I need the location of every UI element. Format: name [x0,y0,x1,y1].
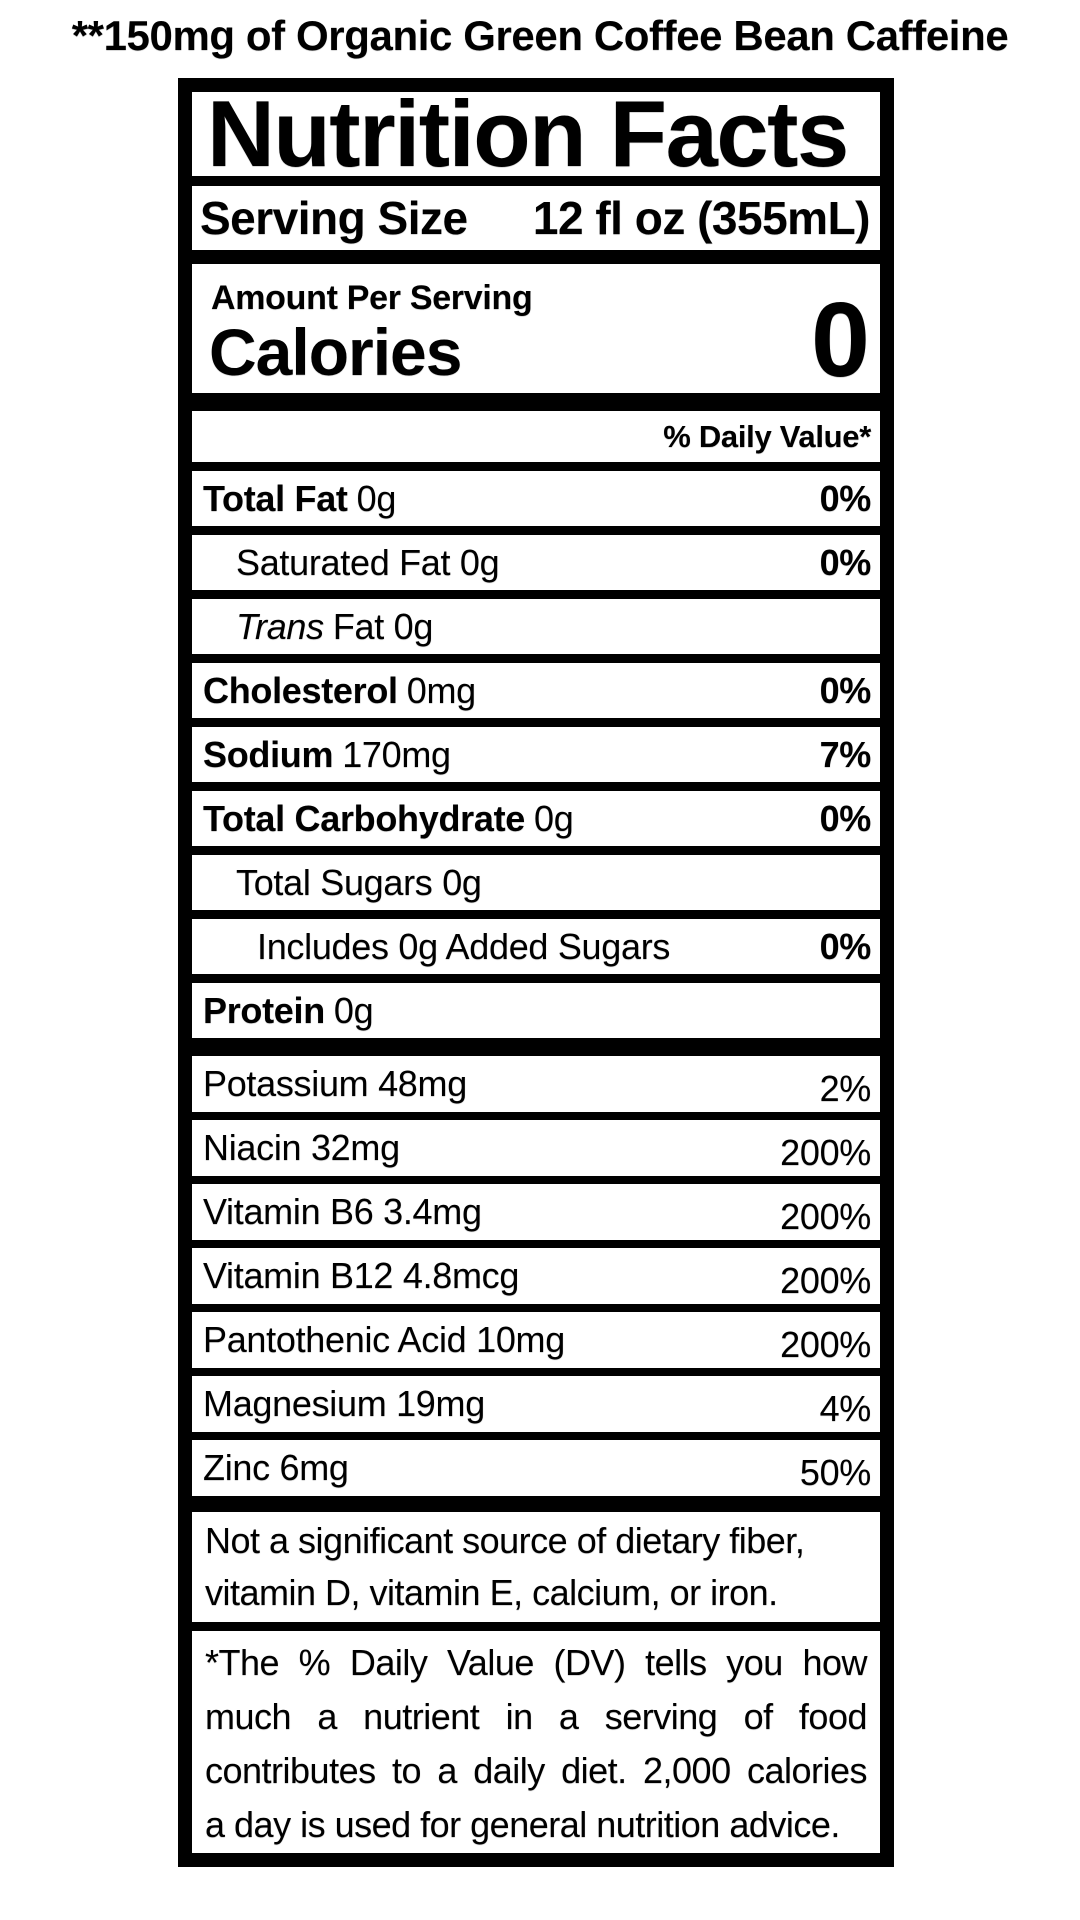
footnote-line: *The % Daily Value (DV) tells you how [205,1642,867,1683]
row-added-sugars [192,919,880,974]
nutrient-percent: 7% [819,733,871,775]
nutrient-label: Magnesium 19mg [203,1383,485,1424]
row-magnesium [192,1376,880,1432]
nutrient-label: Pantothenic Acid 10mg [203,1319,565,1360]
nutrient-label: Vitamin B6 3.4mg [203,1191,482,1232]
nutrient-label: Niacin 32mg [203,1127,400,1168]
nutrient-label: Protein 0g [203,989,374,1031]
serving-size-row [192,186,880,250]
nutrient-label: Saturated Fat 0g [236,541,500,583]
footnote-line: much a nutrient in a serving of food [205,1696,867,1737]
daily-value-header: % Daily Value* [192,411,880,462]
amount-per-serving-label: Amount Per Serving [211,279,533,317]
nutrient-percent: 0% [819,797,871,839]
caffeine-header-note: **150mg of Organic Green Coffee Bean Caffeine [71,12,1009,59]
nutrient-percent: 2% [819,1068,871,1109]
row-total-fat [192,471,880,526]
row-niacin [192,1120,880,1176]
not-significant-note [192,1512,880,1622]
row-saturated-fat [192,535,880,590]
nutrient-percent: 0% [819,477,871,519]
row-sodium [192,727,880,782]
nutrient-label: Cholesterol 0mg [203,669,476,711]
not-significant-line: Not a significant source of dietary fiber, [205,1520,805,1561]
nutrient-percent: 200% [780,1324,871,1365]
serving-size-label: Serving Size [200,192,468,244]
nutrient-label: Sodium 170mg [203,733,451,775]
nutrient-label: Includes 0g Added Sugars [257,925,671,967]
calories-value: 0 [811,281,870,400]
footnote-line: a day is used for general nutrition advice. [205,1804,840,1845]
nutrient-percent: 200% [780,1196,871,1237]
row-zinc [192,1440,880,1496]
nutrient-label: Vitamin B12 4.8mcg [203,1255,520,1296]
row-cholesterol [192,663,880,718]
row-protein [192,983,880,1038]
nutrient-label: Trans Fat 0g [236,605,434,647]
daily-value-footnote [192,1631,880,1853]
nutrient-label: Total Carbohydrate 0g [203,797,574,839]
row-total-sugars [192,855,880,910]
row-potassium [192,1056,880,1112]
nutrient-percent: 50% [799,1452,871,1493]
nutrient-label: Potassium 48mg [203,1063,467,1104]
not-significant-line: vitamin D, vitamin E, calcium, or iron. [205,1572,778,1613]
nutrient-percent: 4% [819,1388,871,1429]
row-vitamin-b6 [192,1184,880,1240]
footnote-line: contributes to a daily diet. 2,000 calories [205,1750,867,1791]
nutrition-facts-label [178,78,894,1867]
nutrient-percent: 200% [780,1132,871,1173]
row-total-carbohydrate [192,791,880,846]
calories-label: Calories [209,315,462,389]
serving-size-value: 12 fl oz (355mL) [532,192,870,244]
row-pantothenic-acid [192,1312,880,1368]
calories-row [192,264,880,400]
row-vitamin-b12 [192,1248,880,1304]
nutrient-percent: 0% [819,925,871,967]
nutrient-percent: 0% [819,669,871,711]
nutrient-label: Total Fat 0g [203,477,397,519]
row-trans-fat [192,599,880,654]
label-title: Nutrition Facts [192,92,880,176]
nutrient-label: Total Sugars 0g [236,861,482,903]
nutrient-percent: 200% [780,1260,871,1301]
nutrient-label: Zinc 6mg [203,1447,349,1488]
nutrient-percent: 0% [819,541,871,583]
